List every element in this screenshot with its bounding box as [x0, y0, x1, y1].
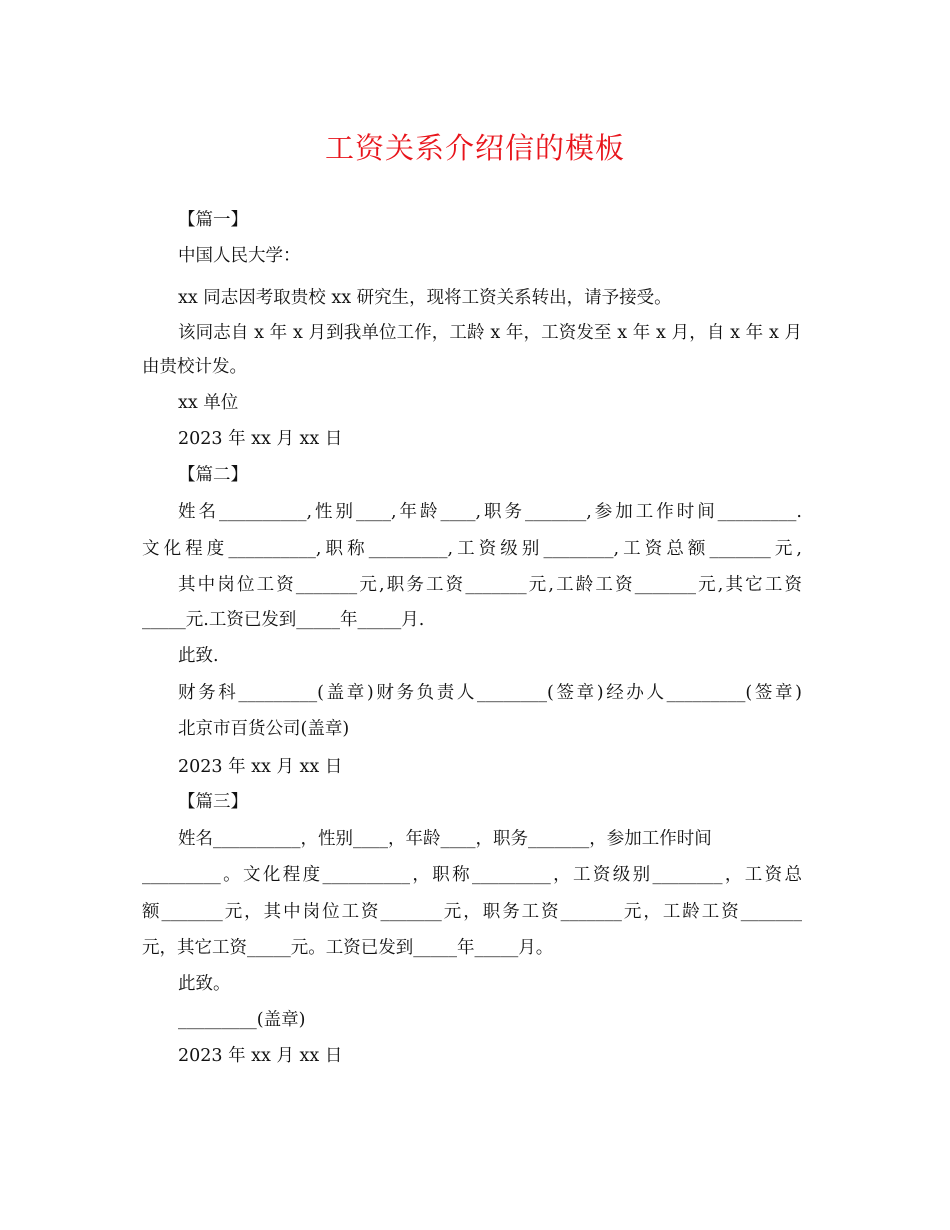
body-line: 由贵校计发。 — [142, 357, 247, 377]
section-heading-3: 【篇三】 — [178, 792, 248, 812]
company-stamp-line: 北京市百货公司(盖章) — [178, 719, 350, 739]
signature-line: 财务科_________(盖章)财务负责人________(签章)经办人_________(签章) — [178, 683, 802, 703]
section-heading-1: 【篇一】 — [178, 210, 248, 230]
recipient-line: 中国人民大学： — [178, 246, 301, 266]
sender-unit: xx 单位 — [178, 393, 239, 413]
closing-line: 此致。 — [178, 974, 231, 994]
body-line: xx 同志因考取贵校 xx 研究生，现将工资关系转出，请予接受。 — [178, 288, 672, 308]
date-line: 2023 年 xx 月 xx 日 — [178, 1046, 343, 1066]
form-line: 元，其它工资_____元。工资已发到_____年_____月。 — [142, 938, 554, 958]
date-line: 2023 年 xx 月 xx 日 — [178, 429, 343, 449]
form-line: _________。文化程度__________，职称_________，工资级别________，工资总 — [142, 865, 802, 885]
form-line: 姓名__________,性别____,年龄____,职务_______,参加工作时间_________. — [178, 502, 802, 522]
date-line: 2023 年 xx 月 xx 日 — [178, 757, 343, 777]
stamp-line: _________(盖章) — [178, 1010, 306, 1030]
form-line: 额_______元，其中岗位工资_______元，职务工资_______元，工龄工资_______ — [142, 902, 802, 922]
closing-line: 此致. — [178, 646, 219, 666]
section-heading-2: 【篇二】 — [178, 465, 248, 485]
form-line: 姓名__________，性别____，年龄____，职务_______，参加工作时间 — [178, 829, 712, 849]
body-line: 该同志自 x 年 x 月到我单位工作，工龄 x 年，工资发至 x 年 x 月，自 x 年 x 月 — [178, 323, 802, 343]
form-line: 文化程度__________,职称_________,工资级别________,工资总额_______元, — [142, 539, 802, 559]
form-line: _____元.工资已发到_____年_____月. — [142, 610, 425, 630]
form-line: 其中岗位工资_______元,职务工资_______元,工龄工资_______元,其它工资 — [178, 575, 802, 595]
page-title: 工资关系介绍信的模板 — [324, 131, 625, 165]
